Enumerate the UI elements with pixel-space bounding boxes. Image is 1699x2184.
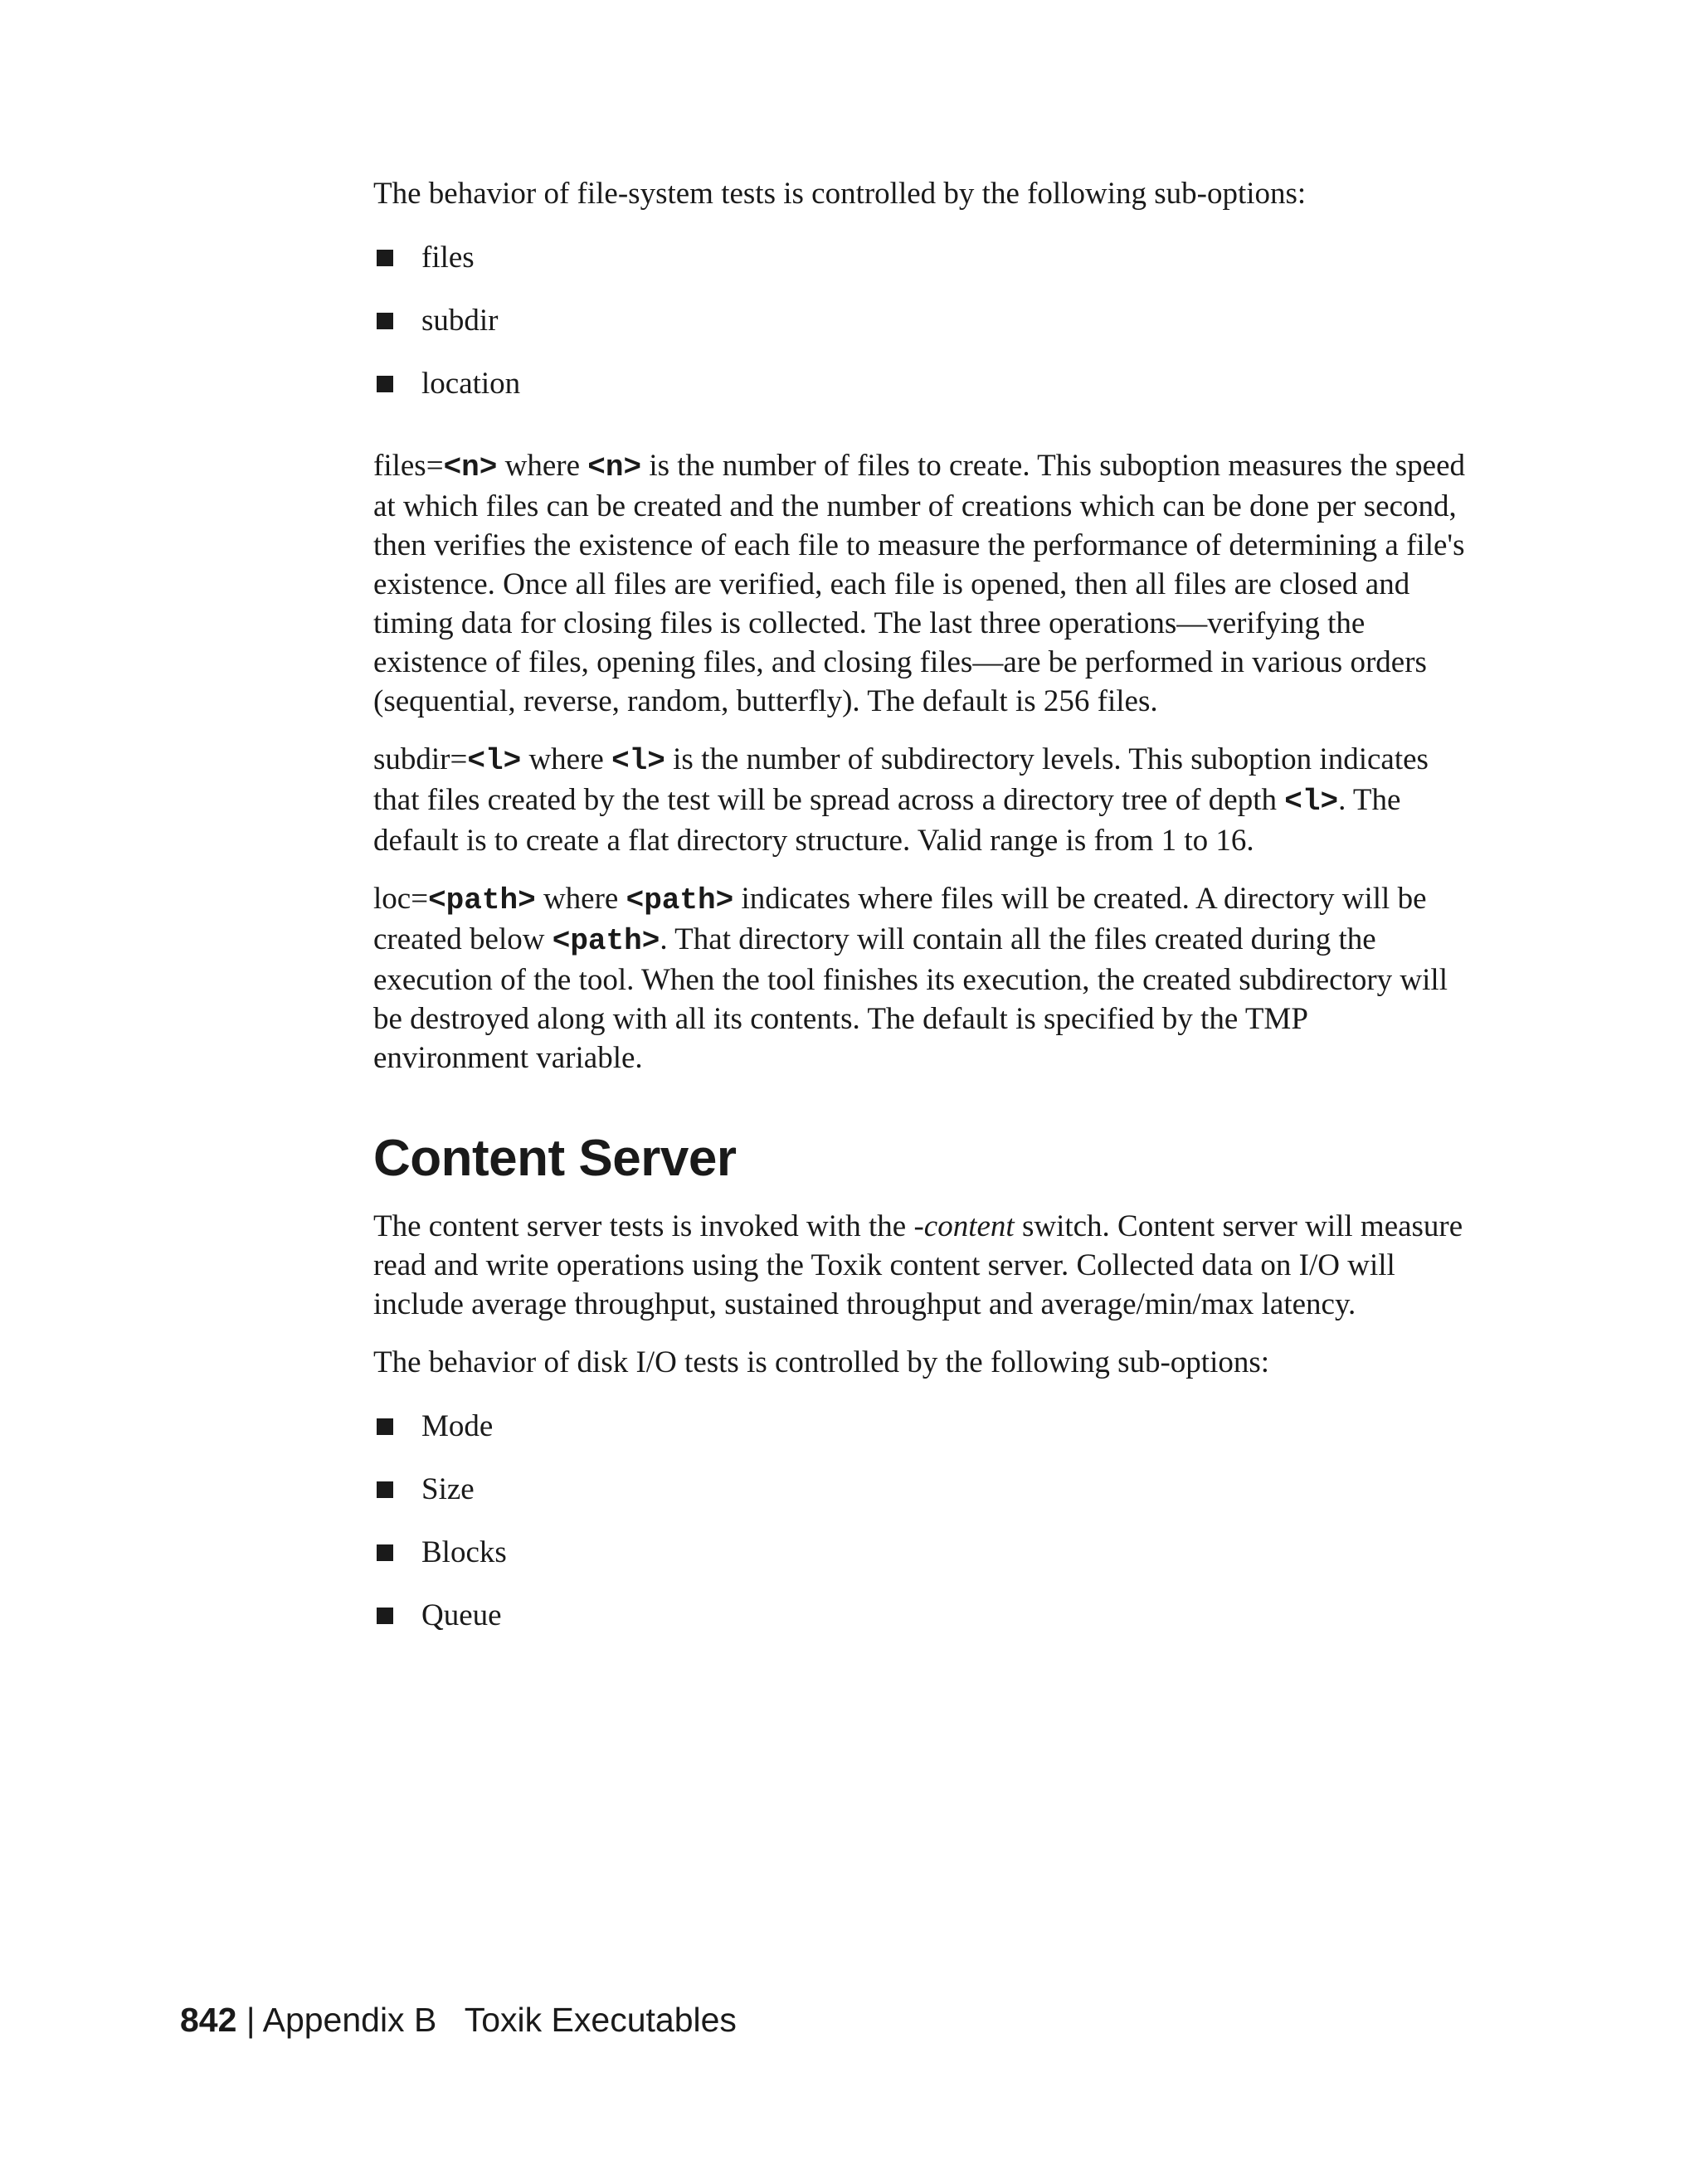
- paragraph-text: where: [497, 449, 588, 483]
- paragraph-text: where: [535, 882, 626, 916]
- list-item: [373, 1533, 1468, 1572]
- switch-name: -content: [913, 1209, 1015, 1243]
- bullet-square-icon: [377, 1608, 393, 1624]
- subdir-option-name: subdir=: [373, 742, 468, 776]
- bullet-square-icon: [377, 1481, 393, 1498]
- bullet-square-icon: [377, 1418, 393, 1435]
- paragraph-text: is the number of subdirectory levels. This suboption indicates that files created by the test will be spread across a directory tree of depth: [373, 742, 1429, 817]
- bullet-square-icon: [377, 313, 393, 329]
- footer-title: Toxik Executables: [464, 2001, 737, 2039]
- list-item: [373, 1596, 1468, 1635]
- page-body: [373, 174, 1468, 1659]
- list-item: [373, 238, 1468, 277]
- disk-io-intro: The behavior of disk I/O tests is controlled by the following sub-options:: [373, 1345, 1270, 1379]
- paragraph-text: where: [521, 742, 612, 776]
- list-item-label: Queue: [421, 1598, 502, 1632]
- list-item-label: Blocks: [421, 1535, 507, 1569]
- content-server-paragraph: [373, 1207, 1468, 1324]
- bullet-square-icon: [377, 376, 393, 392]
- list-item: [373, 1470, 1468, 1509]
- files-option-name: files=: [373, 449, 444, 483]
- loc-paragraph: [373, 879, 1468, 1077]
- code-placeholder: <path>: [552, 924, 660, 958]
- section-heading: Content Server: [373, 1130, 737, 1187]
- list-item-label: Mode: [421, 1409, 494, 1443]
- code-placeholder: <n>: [587, 450, 642, 484]
- disk-io-suboptions-list: [373, 1407, 1468, 1635]
- list-item: [373, 364, 1468, 403]
- bullet-square-icon: [377, 1544, 393, 1561]
- paragraph-text: is the number of files to create. This suboption measures the speed at which files can be created and the number of creations which can be done per second, then verifies the existence of each file to measure the performance of determining a file's existence. Once all files are verified, each file is opened, then all files are closed and timing data for closing files is collected. The last three operations—verifying the existence of files, opening files, and closing files—are be performed in various orders (sequential, reverse, random, butterfly). The default is 256 files.: [373, 449, 1466, 718]
- page-number: 842: [180, 2001, 237, 2039]
- paragraph-text: switch. Content server will measure read and write operations using the Toxik content server. Collected data on I/O will include average throughput, sustained throughput and average/min/max latency.: [373, 1209, 1463, 1321]
- files-paragraph: [373, 446, 1468, 721]
- list-item-label: files: [421, 241, 475, 275]
- paragraph-text: . The default is to create a flat directory structure. Valid range is from 1 to 16.: [373, 783, 1401, 858]
- page-footer: [180, 1999, 737, 2041]
- loc-option-name: loc=: [373, 882, 429, 916]
- list-item-label: Size: [421, 1472, 475, 1506]
- list-item-label: location: [421, 367, 521, 401]
- list-item: [373, 301, 1468, 340]
- code-placeholder: <l>: [1284, 785, 1339, 819]
- code-placeholder: <path>: [428, 883, 536, 917]
- bullet-square-icon: [377, 250, 393, 266]
- subdir-paragraph: [373, 740, 1468, 860]
- paragraph-text: indicates where files will be created. A directory will be created below: [373, 882, 1427, 956]
- code-placeholder: <path>: [626, 883, 734, 917]
- code-placeholder: <l>: [611, 744, 665, 778]
- code-placeholder: <n>: [443, 450, 498, 484]
- paragraph-text: . That directory will contain all the files created during the execution of the tool. When the tool finishes its execution, the created subdirectory will be destroyed along with all its contents. The default is specified by the TMP environment variable.: [373, 922, 1448, 1075]
- code-placeholder: <l>: [467, 744, 522, 778]
- footer-spacer: [436, 2001, 464, 2039]
- paragraph-text: The content server tests is invoked with the: [373, 1209, 914, 1243]
- footer-separator: |: [236, 2001, 263, 2039]
- footer-appendix: Appendix B: [262, 2001, 437, 2039]
- filesystem-suboptions-list: [373, 238, 1468, 403]
- filesystem-intro: The behavior of file-system tests is controlled by the following sub-options:: [373, 177, 1307, 211]
- list-item-label: subdir: [421, 304, 499, 338]
- list-item: [373, 1407, 1468, 1446]
